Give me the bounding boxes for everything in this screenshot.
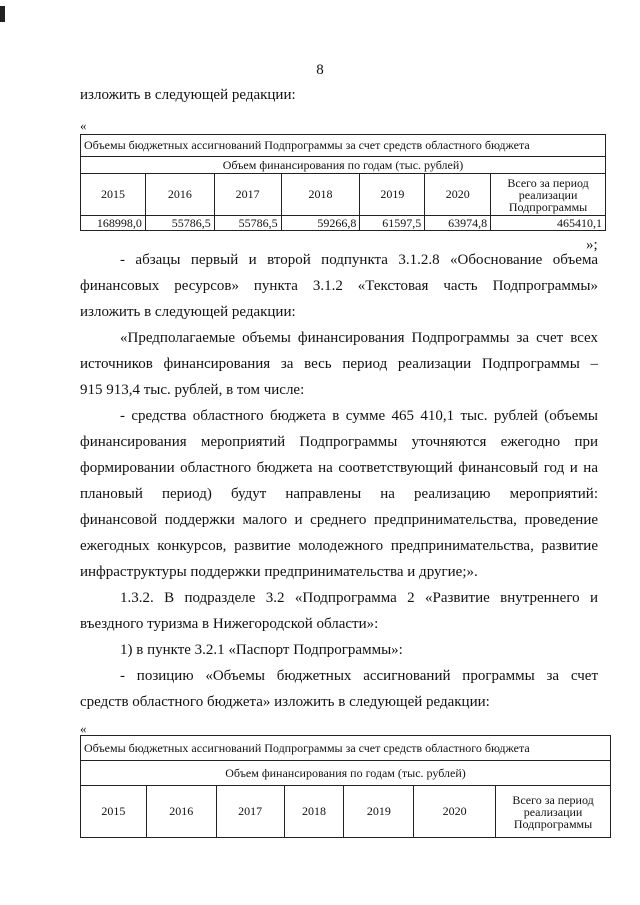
p3-line-2: финансирования мероприятий Подпрограммы уточняются ежегодно при (80, 434, 598, 450)
table-1-total-line-1: Всего за период (507, 175, 589, 190)
quote-open-1: « (80, 118, 87, 133)
table-1-col-2015: 2015 (81, 174, 146, 216)
table-1-subheader: Объем финансирования по годам (тыс. рублей) (81, 157, 606, 174)
p2-line-1: «Предполагаемые объемы финансирования Подпрограммы за счет всех (120, 330, 598, 346)
p4-line-1: 1.3.2. В подразделе 3.2 «Подпрограмма 2 «Развитие внутреннего и (120, 590, 598, 606)
p1-line-2: финансовых ресурсов» пункта 3.1.2 «Текстовая часть Подпрограммы» (80, 278, 598, 294)
p4-line-2: въездного туризма в Нижегородской области»: (80, 616, 379, 632)
table-2-subheader: Объем финансирования по годам (тыс. рублей) (81, 761, 611, 786)
table-1-value-total: 465410,1 (491, 216, 606, 231)
table-1-value-2018: 59266,8 (281, 216, 360, 231)
table-1-col-2018: 2018 (281, 174, 360, 216)
table-1-value-2016: 55786,5 (145, 216, 214, 231)
table-1-value-2019: 61597,5 (360, 216, 425, 231)
p6-line-1: - позицию «Объемы бюджетных ассигнований программы за счет (120, 668, 598, 684)
table-1-value-2017: 55786,5 (214, 216, 281, 231)
table-1-col-total (491, 174, 606, 216)
table-2-col-2019: 2019 (344, 786, 414, 838)
p1-line-1: - абзацы первый и второй подпункта 3.1.2.8 «Обоснование объема (120, 252, 598, 268)
table-1-title: Объемы бюджетных ассигнований Подпрограммы за счет средств областного бюджета (81, 135, 606, 157)
table-2-total-line-3: Подпрограммы (513, 816, 593, 831)
table-2-title: Объемы бюджетных ассигнований Подпрограммы за счет средств областного бюджета (81, 736, 611, 761)
p6-line-2: средств областного бюджета» изложить в следующей редакции: (80, 694, 490, 710)
table-2-total-line-1: Всего за период (512, 792, 594, 807)
table-2-col-2018: 2018 (284, 786, 344, 838)
table-1-total-line-3: Подпрограммы (508, 199, 588, 214)
table-1-col-2017: 2017 (214, 174, 281, 216)
quote-open-2: « (80, 721, 87, 736)
p3-line-3: формировании областного бюджета на соответствующий финансовый год и на (80, 460, 598, 476)
table-2-col-2020: 2020 (414, 786, 496, 838)
p3-line-7: инфраструктуры поддержки предпринимательства и другие;». (80, 564, 478, 580)
table-1-value-2020: 63974,8 (425, 216, 491, 231)
p1-line-3: изложить в следующей редакции: (80, 304, 296, 320)
intro-line: изложить в следующей редакции: (80, 87, 296, 103)
p5-line-1: 1) в пункте 3.2.1 «Паспорт Подпрограммы»: (120, 642, 403, 658)
p2-line-3: 915 913,4 тыс. рублей, в том числе: (80, 382, 305, 398)
table-1-value-2015: 168998,0 (81, 216, 146, 231)
page-number: 8 (316, 62, 324, 78)
p3-line-4: плановый период) будут направлены на реализацию мероприятий: (80, 486, 598, 502)
table-2-col-2017: 2017 (216, 786, 284, 838)
p3-line-5: финансовой поддержки малого и среднего предпринимательства, проведение (80, 512, 598, 528)
table-2-col-total (496, 786, 611, 838)
table-1-total-line-2: реализации (518, 187, 578, 202)
table-2-total-line-2: реализации (523, 804, 583, 819)
table-1-col-2016: 2016 (145, 174, 214, 216)
table-2-col-2016: 2016 (146, 786, 216, 838)
quote-close-1: »; (586, 237, 598, 253)
p2-line-2: источников финансирования за весь период реализации Подпрограммы – (80, 356, 598, 372)
p3-line-6: ежегодных конкурсов, развитие молодежного предпринимательства, развитие (80, 538, 598, 554)
table-1-col-2020: 2020 (425, 174, 491, 216)
p3-line-1: - средства областного бюджета в сумме 465 410,1 тыс. рублей (объемы (120, 408, 598, 424)
scan-artifact-mark (0, 6, 5, 22)
funding-table-2 (80, 735, 611, 838)
table-1-col-2019: 2019 (360, 174, 425, 216)
funding-table-1 (80, 134, 606, 231)
table-2-col-2015: 2015 (81, 786, 147, 838)
